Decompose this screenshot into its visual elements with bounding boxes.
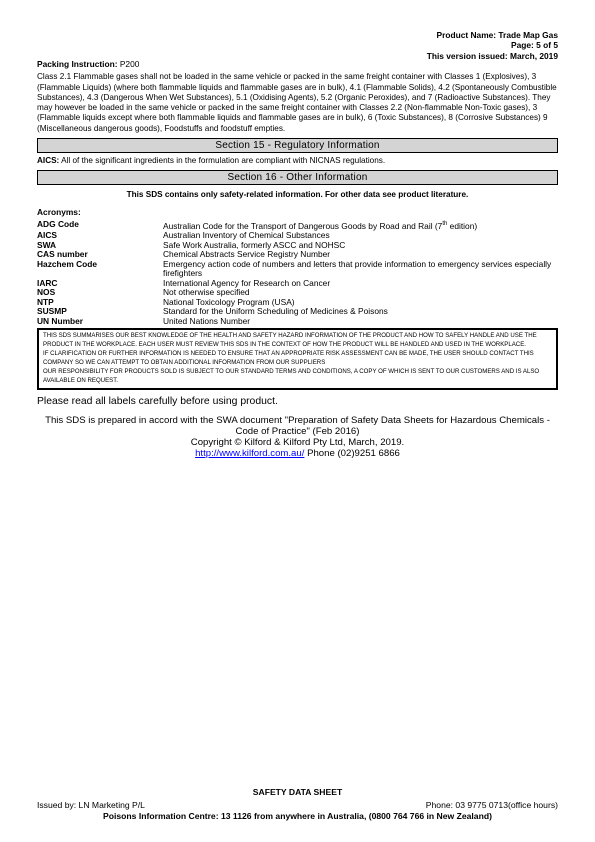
acronym-definition-text: Chemical Abstracts Service Registry Number xyxy=(163,249,331,260)
acronym-row xyxy=(37,307,558,317)
aics-text: All of the significant ingredients in the formulation are compliant with NICNAS regulations. xyxy=(61,156,386,165)
acronym-row xyxy=(37,317,558,327)
footer-title: SAFETY DATA SHEET xyxy=(252,787,343,797)
section-16-heading: Section 16 - Other Information xyxy=(37,170,558,185)
acronyms-title: Acronyms: xyxy=(37,207,81,217)
acronym-definition xyxy=(163,260,558,279)
disclaimer-box xyxy=(37,328,558,390)
acronym-definition-sup: th xyxy=(442,221,448,227)
sds-note: This SDS contains only safety-related information. For other data see product literature. xyxy=(126,190,469,199)
acronym-key: UN Number xyxy=(37,315,84,326)
contact-line xyxy=(37,448,558,459)
disclaimer-paragraph: IF CLARIFICATION OR FURTHER INFORMATION IS NEEDED TO ENSURE THAT AN APPROPRIATE RISK ASSESSMENT CAN BE MADE, THE USER SHOULD CONTACT THIS COMPANY SO WE CAN ATTEMPT TO OBTAIN ADDITIONAL INFORMATION FROM OUR SUPPLIERS xyxy=(43,350,534,366)
acronym-key: NTP xyxy=(37,296,54,307)
acronym-definition-suffix: edition) xyxy=(447,220,478,231)
acronym-key: CAS number xyxy=(37,249,88,260)
packing-label: Packing Instruction: xyxy=(37,59,118,70)
acronym-key: ADG Code xyxy=(37,219,79,229)
disclaimer-paragraph: THIS SDS SUMMARISES OUR BEST KNOWLEDGE OF THE HEALTH AND SAFETY HAZARD INFORMATION OF THE PRODUCT AND HOW TO SAFELY HANDLE AND USE THE PRODUCT IN THE WORKPLACE. EACH USER MUST REVIEW THIS SDS IN THE CONTEXT OF HOW THE PRODUCT WILL BE HANDLED AND USED IN THE WORKPLACE. xyxy=(43,332,537,348)
acronym-key: AICS xyxy=(37,230,58,241)
acronym-key: Hazchem Code xyxy=(37,258,98,269)
aics-statement xyxy=(37,156,558,166)
footer-phone: Phone: 03 9775 0713(office hours) xyxy=(425,800,558,810)
acronym-definition xyxy=(163,317,558,327)
acronym-definition-text: National Toxicology Program (USA) xyxy=(163,296,295,307)
acronym-definition-text: United Nations Number xyxy=(163,315,251,326)
page-number: Page: 5 of 5 xyxy=(510,40,558,51)
acronym-key: SWA xyxy=(37,239,57,250)
issued-by: Issued by: LN Marketing P/L xyxy=(37,800,145,810)
disclaimer-paragraph: OUR RESPONSIBILITY FOR PRODUCTS SOLD IS SUBJECT TO OUR STANDARD TERMS AND CONDITIONS, A COPY OF WHICH IS SENT TO OUR CUSTOMERS AND IS ALSO AVAILABLE ON REQUEST. xyxy=(43,368,540,384)
packing-text: Class 2.1 Flammable gases shall not be loaded in the same vehicle or packed in the same freight container with Classes 1 (Explosives), 3 (Flammable Liquids) (where both flammable liquids and flammable gases are in bulk), 4.1 (Flammable Solids), 4.2 (Spontaneously Combustible Substances), 4.3 (Dangerous When Wet Substances), 5.1 (Oxidising Agents), 5.2 (Organic Peroxides), and 7 (Radioactive Substances). They may however be loaded in the same vehicle or packed in the same freight container with Classes 2.2 (Non-flammable Non-Toxic gases), 3 (Flammable liquids except where both flammable liquids and flammable gases are in bulk), 6 (Toxic Substances), 8 (Corrosive Substances) 9 (Miscellaneous dangerous goods), Foodstuffs and foodstuff empties. xyxy=(37,72,557,133)
acronym-key: IARC xyxy=(37,277,58,288)
product-name: Product Name: Trade Map Gas xyxy=(436,30,558,40)
read-labels-notice: Please read all labels carefully before using product. xyxy=(37,396,278,408)
acronym-definition-text: Australian Inventory of Chemical Substances xyxy=(163,230,330,241)
contact-phone: Phone (02)9251 6866 xyxy=(304,448,400,460)
acronym-definition-text: Australian Code for the Transport of Dangerous Goods by Road and Rail (7 xyxy=(163,220,443,231)
version-issued: This version issued: March, 2019 xyxy=(426,50,558,61)
packing-value: P200 xyxy=(119,59,140,70)
preparation-info xyxy=(37,415,558,459)
aics-label: AICS: xyxy=(37,156,60,165)
acronym-row xyxy=(37,260,558,279)
acronym-definition-text: Safe Work Australia, formerly ASCC and NOHSC xyxy=(163,239,346,250)
acronym-definition-text: Standard for the Uniform Scheduling of Medicines & Poisons xyxy=(163,306,388,317)
prepared-statement: This SDS is prepared in accord with the SWA document "Preparation of Safety Data Sheets for Hazardous Chemicals - Code of Practice" (Feb 2016) xyxy=(45,415,550,438)
website-link[interactable]: http://www.kilford.com.au/ xyxy=(195,448,305,460)
acronym-definition-text: International Agency for Research on Cancer xyxy=(163,277,331,288)
acronym-definition-text: Not otherwise specified xyxy=(163,287,250,298)
copyright: Copyright © Kilford & Kilford Pty Ltd, March, 2019. xyxy=(190,437,405,449)
acronym-row xyxy=(37,288,558,298)
page-header xyxy=(37,30,558,61)
poisons-info: Poisons Information Centre: 13 1126 from anywhere in Australia, (0800 764 766 in New Zealand) xyxy=(103,811,492,821)
sds-page xyxy=(37,30,558,459)
section-15-heading: Section 15 - Regulatory Information xyxy=(37,138,558,153)
acronym-key: SUSMP xyxy=(37,306,67,317)
page-footer xyxy=(37,787,558,821)
acronym-definition-text: Emergency action code of numbers and letters that provide information to emergency services especially firefighters xyxy=(163,258,552,279)
acronym-row xyxy=(37,279,558,289)
acronym-key: NOS xyxy=(37,287,56,298)
acronyms-table xyxy=(37,220,558,326)
footer-row xyxy=(37,800,558,810)
